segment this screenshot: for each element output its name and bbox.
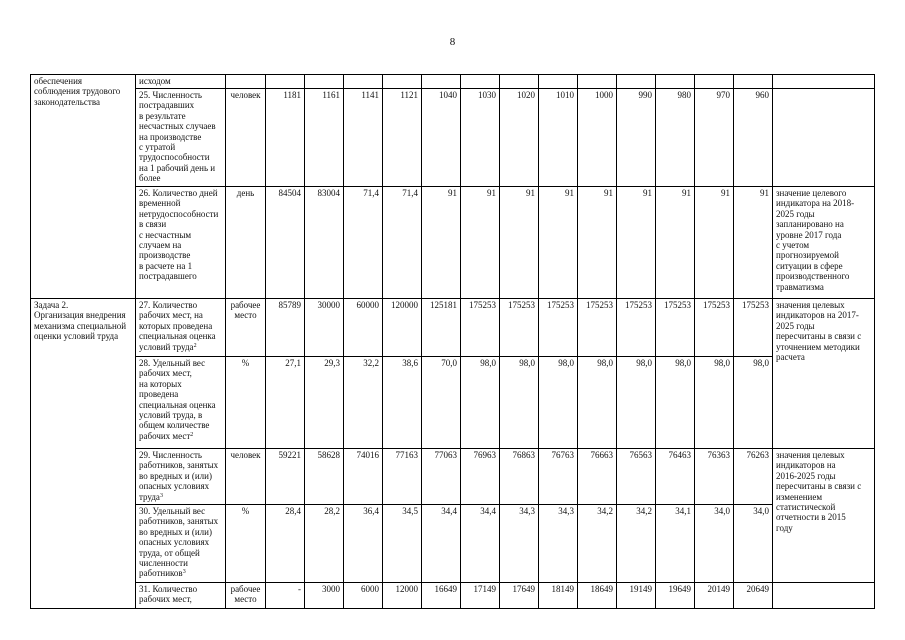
value-cell: 175253	[578, 299, 617, 357]
value-cell: 1010	[539, 89, 578, 187]
value-cell: 98,0	[617, 357, 656, 449]
note-cell: значения целевых индикаторов на 2017- 2025 годы пересчитаны в связи с уточнением методики расчета	[773, 299, 875, 449]
value-cell: 76863	[500, 449, 539, 505]
value-cell: -	[266, 583, 305, 609]
value-cell: 960	[734, 89, 773, 187]
value-cell: 98,0	[695, 357, 734, 449]
indicator-cell: 25. Численность пострадавших в результате несчастных случаев на производстве с утратой трудоспособности на 1 рабочий день и более	[136, 89, 226, 187]
indicator-cell: 29. Численность работников, занятых во вредных и (или) опасных условиях труда$^3$	[136, 449, 226, 505]
value-cell: 17149	[461, 583, 500, 609]
unit-cell: %	[226, 505, 266, 583]
value-cell: 19649	[656, 583, 695, 609]
value-cell: 32,2	[344, 357, 383, 449]
value-cell: 34,2	[617, 505, 656, 583]
value-cell: 1000	[578, 89, 617, 187]
value-cell: 71,4	[383, 187, 422, 299]
unit-cell: %	[226, 357, 266, 449]
value-cell: 98,0	[500, 357, 539, 449]
value-cell: 76363	[695, 449, 734, 505]
value-cell: 12000	[383, 583, 422, 609]
value-cell: 29,3	[305, 357, 344, 449]
value-cell: 84504	[266, 187, 305, 299]
value-cell: 91	[461, 187, 500, 299]
unit-cell: день	[226, 187, 266, 299]
value-cell: 175253	[734, 299, 773, 357]
value-cell: 34,4	[461, 505, 500, 583]
value-cell: 125181	[422, 299, 461, 357]
value-cell: 19149	[617, 583, 656, 609]
table-row	[31, 89, 875, 187]
value-cell: 1030	[461, 89, 500, 187]
value-cell: 17649	[500, 583, 539, 609]
value-cell: 76763	[539, 449, 578, 505]
value-cell: 20649	[734, 583, 773, 609]
value-cell: 70,0	[422, 357, 461, 449]
value-cell: 28,4	[266, 505, 305, 583]
note-cell: значение целевого индикатора на 2018- 2025 годы запланировано на уровне 2017 года с учетом прогнозируемой ситуации в сфере производственного травматизма	[773, 187, 875, 299]
indicator-cell: 31. Количество рабочих мест,	[136, 583, 226, 609]
table-row	[31, 505, 875, 583]
table-row	[31, 75, 875, 89]
value-cell: 175253	[461, 299, 500, 357]
indicator-cell: исходом	[136, 75, 226, 89]
unit-cell: рабочее место	[226, 583, 266, 609]
value-cell: 18149	[539, 583, 578, 609]
value-cell: 30000	[305, 299, 344, 357]
note-cell: значения целевых индикаторов на 2016-2025 годы пересчитаны в связи с изменением статистической отчетности в 2015 году	[773, 449, 875, 583]
note-cell	[773, 89, 875, 187]
value-cell: 98,0	[578, 357, 617, 449]
value-cell: 34,2	[578, 505, 617, 583]
value-cell: 91	[695, 187, 734, 299]
value-cell: 98,0	[656, 357, 695, 449]
value-cell: 91	[617, 187, 656, 299]
value-cell: 970	[695, 89, 734, 187]
value-cell: 16649	[422, 583, 461, 609]
value-cell: 34,1	[656, 505, 695, 583]
value-cell: 1040	[422, 89, 461, 187]
table-row	[31, 357, 875, 449]
value-cell: 91	[422, 187, 461, 299]
value-cell: 34,0	[695, 505, 734, 583]
value-cell: 1161	[305, 89, 344, 187]
value-cell: 98,0	[539, 357, 578, 449]
value-cell: 76963	[461, 449, 500, 505]
value-cell: 76263	[734, 449, 773, 505]
value-cell: 18649	[578, 583, 617, 609]
value-cell: 6000	[344, 583, 383, 609]
table-row	[31, 299, 875, 357]
indicator-cell: 28. Удельный вес рабочих мест, на которых проведена специальная оценка условий труда, в общем количестве рабочих мест$^2$	[136, 357, 226, 449]
value-cell: 3000	[305, 583, 344, 609]
value-cell: 1181	[266, 89, 305, 187]
indicators-table	[30, 74, 875, 609]
value-cell: 91	[578, 187, 617, 299]
table-row	[31, 583, 875, 609]
value-cell: 175253	[695, 299, 734, 357]
value-cell: 71,4	[344, 187, 383, 299]
value-cell: 76463	[656, 449, 695, 505]
value-cell: 91	[656, 187, 695, 299]
value-cell: 76663	[578, 449, 617, 505]
task-cell: Задача 2. Организация внедрения механизма специальной оценки условий труда	[31, 299, 136, 609]
value-cell: 59221	[266, 449, 305, 505]
value-cell: 1141	[344, 89, 383, 187]
value-cell: 990	[617, 89, 656, 187]
value-cell: 60000	[344, 299, 383, 357]
value-cell: 98,0	[734, 357, 773, 449]
value-cell: 175253	[656, 299, 695, 357]
value-cell: 38,6	[383, 357, 422, 449]
page-number: 8	[449, 36, 456, 48]
table-row	[31, 187, 875, 299]
value-cell: 77063	[422, 449, 461, 505]
value-cell: 58628	[305, 449, 344, 505]
unit-cell: рабочее место	[226, 299, 266, 357]
value-cell: 175253	[617, 299, 656, 357]
value-cell: 74016	[344, 449, 383, 505]
note-cell	[773, 583, 875, 609]
value-cell: 20149	[695, 583, 734, 609]
unit-cell: человек	[226, 449, 266, 505]
value-cell: 120000	[383, 299, 422, 357]
value-cell: 91	[539, 187, 578, 299]
value-cell: 34,3	[539, 505, 578, 583]
value-cell: 91	[734, 187, 773, 299]
value-cell: 36,4	[344, 505, 383, 583]
value-cell: 77163	[383, 449, 422, 505]
value-cell: 28,2	[305, 505, 344, 583]
value-cell: 34,3	[500, 505, 539, 583]
value-cell: 98,0	[461, 357, 500, 449]
indicator-cell: 26. Количество дней временной нетрудоспособности в связи с несчастным случаем на производстве в расчете на 1 пострадавшего	[136, 187, 226, 299]
value-cell: 34,4	[422, 505, 461, 583]
value-cell: 175253	[500, 299, 539, 357]
value-cell: 85789	[266, 299, 305, 357]
value-cell: 27,1	[266, 357, 305, 449]
value-cell: 83004	[305, 187, 344, 299]
value-cell: 91	[500, 187, 539, 299]
table-row	[31, 449, 875, 505]
task-cell: обеспечения соблюдения трудового законодательства	[31, 75, 136, 299]
value-cell: 34,5	[383, 505, 422, 583]
value-cell: 76563	[617, 449, 656, 505]
value-cell: 980	[656, 89, 695, 187]
value-cell: 34,0	[734, 505, 773, 583]
value-cell: 175253	[539, 299, 578, 357]
unit-cell: человек	[226, 89, 266, 187]
indicator-cell: 30. Удельный вес работников, занятых во вредных и (или) опасных условиях труда, от общей численности работников$^3$	[136, 505, 226, 583]
value-cell: 1121	[383, 89, 422, 187]
value-cell: 1020	[500, 89, 539, 187]
indicator-cell: 27. Количество рабочих мест, на которых проведена специальная оценка условий труда$^2$	[136, 299, 226, 357]
